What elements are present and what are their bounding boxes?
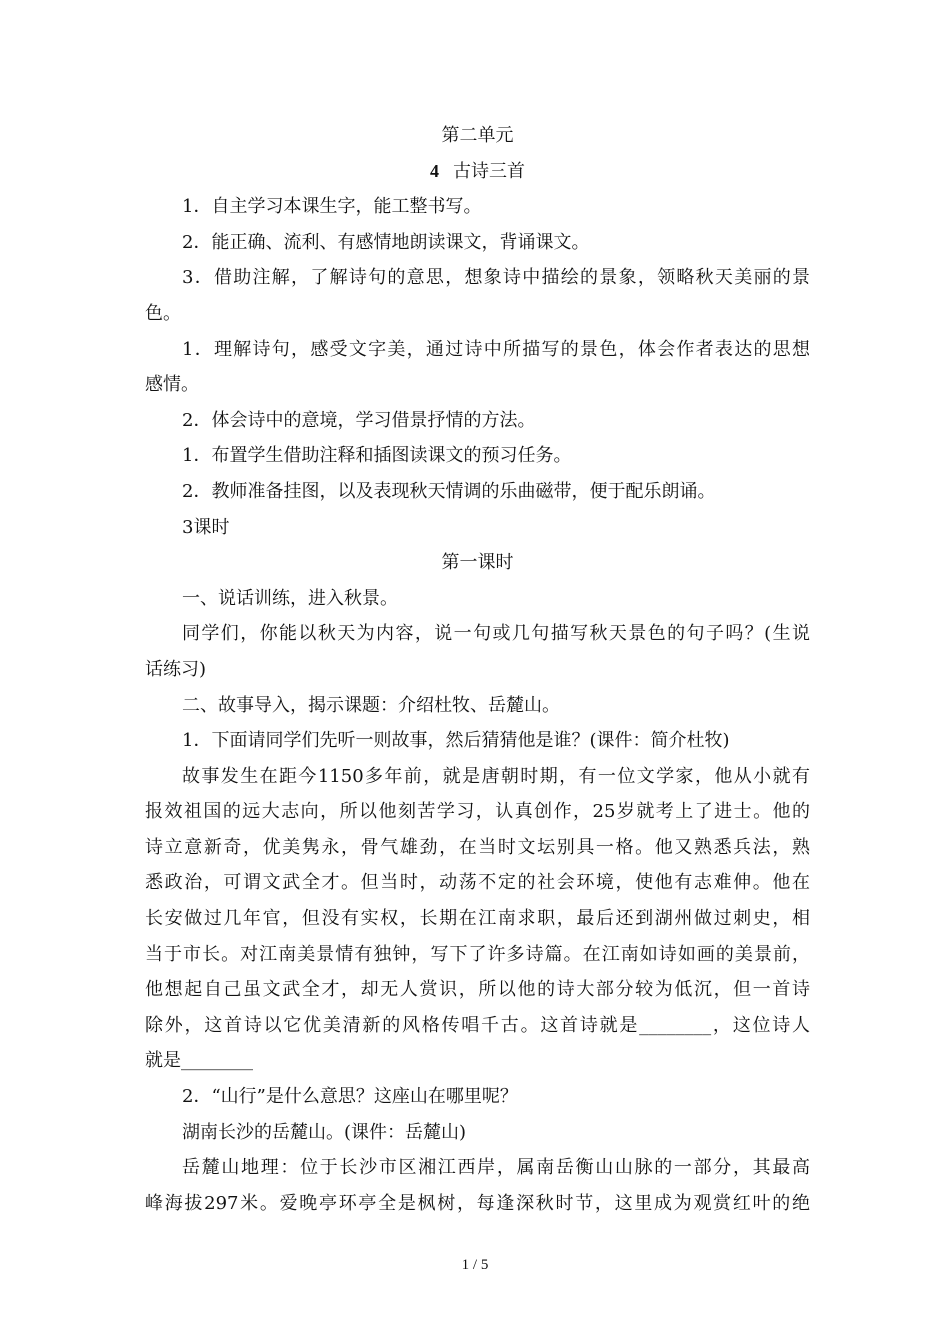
step-2-heading: 二、故事导入，揭示课题：介绍杜牧、岳麓山。	[182, 694, 560, 716]
goal-1: 1．自主学习本课生字，能工整书写。	[182, 196, 482, 218]
step-2-item-2: 2．“山行”是什么意思？这座山在哪里呢？	[182, 1086, 518, 1108]
geo-line-1: 岳麓山地理：位于长沙市区湘江西岸，属南岳衡山山脉的一部分，其最高	[182, 1157, 810, 1179]
step-1-text-cont: 话练习)	[145, 658, 207, 680]
goal-2: 2．能正确、流利、有感情地朗读课文，背诵课文。	[182, 231, 590, 253]
story-line-1: 故事发生在距今1150多年前，就是唐朝时期，有一位文学家，他从小就有	[182, 765, 810, 787]
story-line-2: 报效祖国的远大志向，所以他刻苦学习，认真创作，25岁就考上了进士。他的	[145, 801, 810, 823]
goal-3-cont: 色。	[145, 302, 181, 324]
story-line-5: 长安做过几年官，但没有实权，长期在江南求职，最后还到湖州做过刺史，相	[145, 908, 810, 930]
goal-3: 3．借助注解，了解诗句的意思，想象诗中描绘的景象，领略秋天美丽的景	[182, 267, 810, 289]
key-point-1: 1．理解诗句，感受文字美，通过诗中所描写的景色，体会作者表达的思想	[182, 338, 810, 360]
step-2-answer: 湖南长沙的岳麓山。(课件：岳麓山)	[182, 1121, 467, 1143]
page-indicator: 1 / 5	[461, 1257, 489, 1273]
step-2-item-1: 1．下面请同学们先听一则故事，然后猜猜他是谁？(课件：简介杜牧)	[182, 730, 730, 752]
document-body	[145, 118, 810, 1221]
step-1-heading: 一、说话训练，进入秋景。	[182, 587, 398, 609]
key-point-1-cont: 感情。	[145, 374, 199, 396]
lesson-number: 4	[430, 160, 439, 181]
class-hours: 3课时	[182, 516, 230, 538]
story-line-6: 当于市长。对江南美景情有独钟，写下了许多诗篇。在江南如诗如画的美景前，	[145, 943, 810, 965]
lesson-title-text: 古诗三首	[453, 160, 525, 182]
section-heading: 第一课时	[441, 552, 514, 574]
key-point-2: 2．体会诗中的意境，学习借景抒情的方法。	[182, 409, 536, 431]
story-line-9: 就是________	[145, 1050, 253, 1072]
step-1-text: 同学们，你能以秋天为内容，说一句或几句描写秋天景色的句子吗？(生说	[182, 623, 810, 645]
prep-1: 1．布置学生借助注释和插图读课文的预习任务。	[182, 445, 572, 467]
story-line-3: 诗立意新奇，优美隽永，骨气雄劲，在当时文坛别具一格。他又熟悉兵法，熟	[145, 836, 810, 858]
prep-2: 2．教师准备挂图，以及表现秋天情调的乐曲磁带，便于配乐朗诵。	[182, 480, 716, 502]
story-line-7: 他想起自己虽文武全才，却无人赏识，所以他的诗大部分较为低沉，但一首诗	[145, 979, 810, 1001]
story-line-4: 悉政治，可谓文武全才。但当时，动荡不定的社会环境，使他有志难伸。他在	[145, 872, 810, 894]
geo-line-2: 峰海拔297米。爱晚亭环亭全是枫树，每逢深秋时节，这里成为观赏红叶的绝	[145, 1192, 810, 1214]
lesson-title	[145, 154, 810, 190]
story-line-8: 除外，这首诗以它优美清新的风格传唱千古。这首诗就是________，这位诗人	[145, 1014, 810, 1036]
unit-heading: 第二单元	[441, 125, 514, 146]
